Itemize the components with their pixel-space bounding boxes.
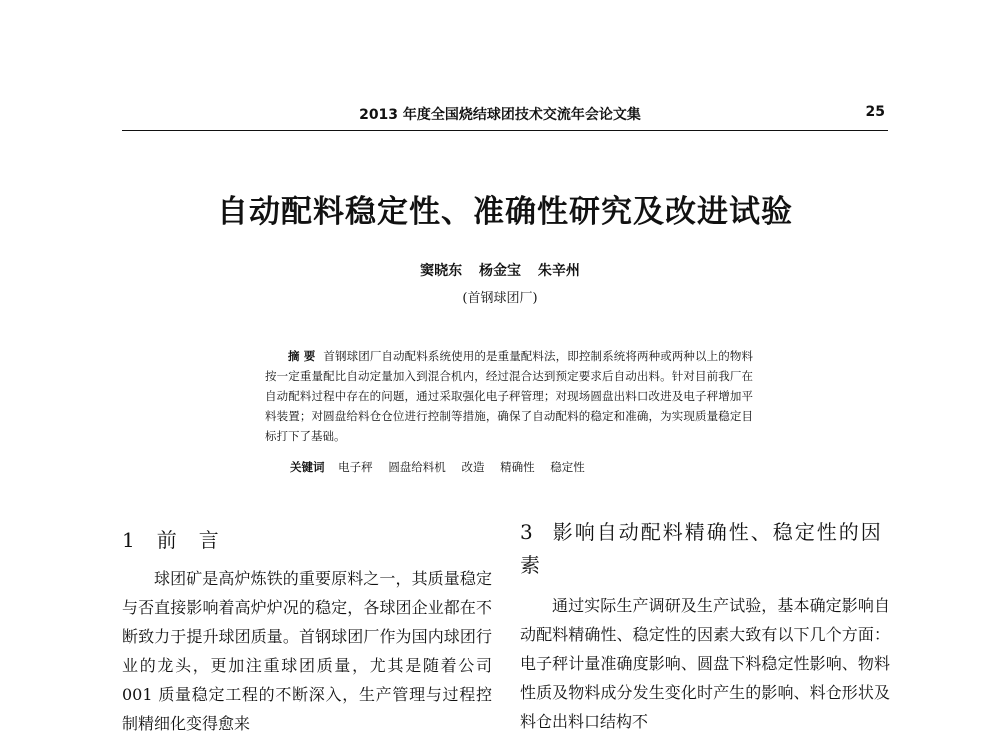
section-paragraph: 通过实际生产调研及生产试验，基本确定影响自动配料精确性、稳定性的因素大致有以下几个方面：电子秤计量准确度影响、圆盘下料稳定性影响、物料性质及物料成分发生变化时产生的影响、料仓形状及料仓出料口结构不 [520,596,890,731]
section-paragraph: 球团矿是高炉炼铁的重要原料之一，其质量稳定与否直接影响着高炉炉况的稳定，各球团企业都在不断致力于提升球团质量。首钢球团厂作为国内球团行业的龙头，更加注重球团质量，尤其是随着公司 001 质量稳定工程的不断深入，生产管理与过程控制精细化变得愈来 [122,569,492,733]
section-number: 1 [122,528,137,552]
keyword: 圆盘给料机 [388,460,446,474]
abstract-text: 首钢球团厂自动配料系统使用的是重量配料法，即控制系统将两种或两种以上的物料按一定重量配比自动定量加入到混合机内，经过混合达到预定要求后自动出料。针对目前我厂在自动配料过程中存在的问题，通过采取强化电子秤管理；对现场圆盘出料口改进及电子秤增加平料装置；对圆盘给料仓仓位进行控制等措施，确保了自动配料的稳定和准确，为实现质量稳定目标打下了基础。 [265,349,753,443]
keyword: 改造 [461,460,485,474]
page-number: 25 [865,104,885,120]
section-heading-text: 前言 [156,528,241,552]
section-heading [520,516,890,582]
keywords [290,457,730,477]
keyword: 精确性 [500,460,535,474]
abstract [265,346,753,446]
keywords-label: 关键词 [290,460,325,474]
section-heading [122,524,502,557]
section-number: 3 [520,520,535,544]
paper-title: 自动配料稳定性、准确性研究及改进试验 [217,194,793,230]
section-heading-text: 影响自动配料精确性、稳定性的因素 [520,520,883,577]
header-rule [122,130,888,131]
running-header-title: 2013 年度全国烧结球团技术交流年会论文集 [359,107,641,123]
keyword: 电子秤 [338,460,373,474]
affiliation: (首钢球团厂) [462,291,538,306]
authors: 窦晓东 杨金宝 朱辛州 [420,263,580,279]
keyword: 稳定性 [550,460,585,474]
abstract-label: 摘 要 [288,349,316,363]
